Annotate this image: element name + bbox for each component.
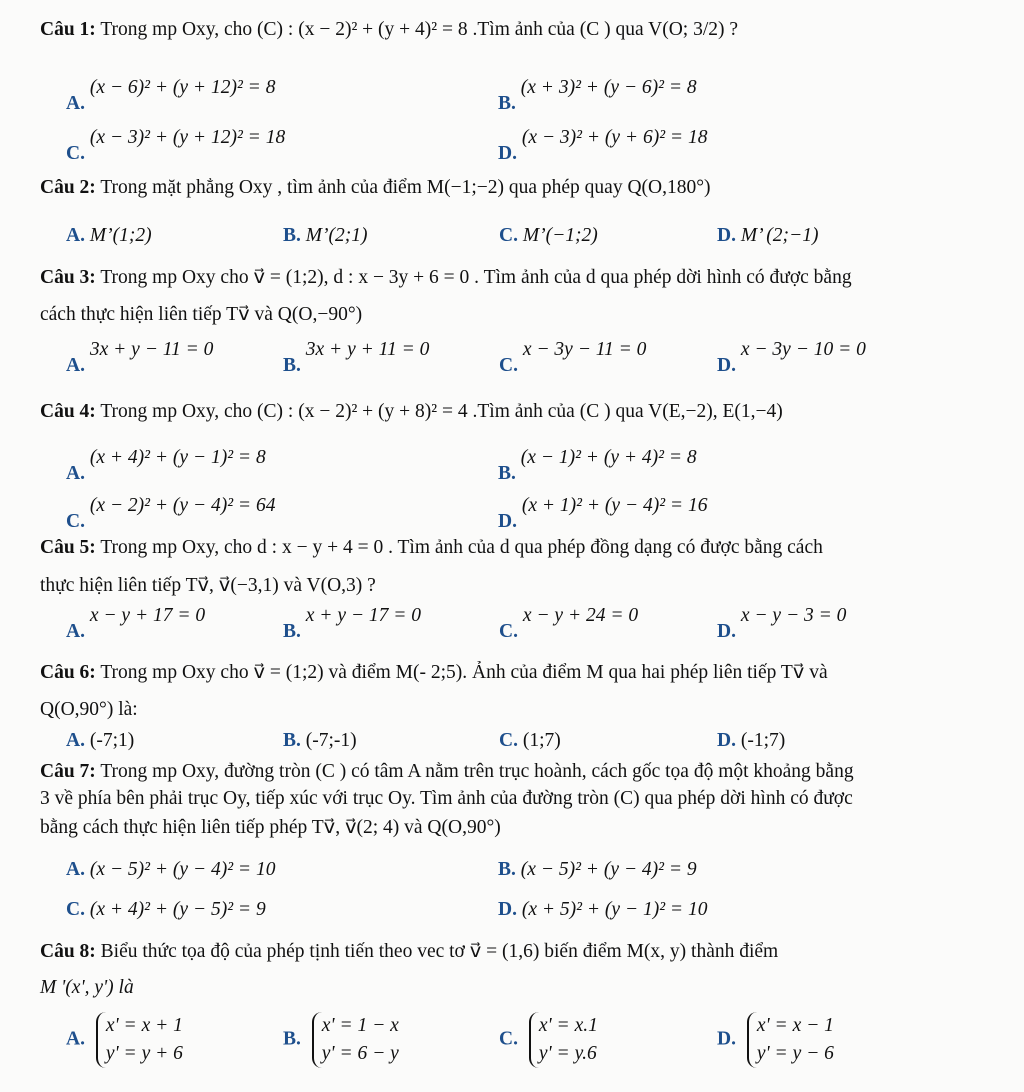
q5-option-c[interactable]: C. x − y + 24 = 0 <box>499 605 639 642</box>
q7-option-d[interactable]: D. (x + 5)² + (y − 1)² = 10 <box>498 899 708 920</box>
q6-option-c[interactable]: C. (1;7) <box>499 730 561 751</box>
question-7-stem-line3: bằng cách thực hiện liên tiếp phép Tv⃗, v⃗(2; 4) và Q(O,90°) <box>40 817 501 838</box>
q4-option-c[interactable]: C. (x − 2)² + (y − 4)² = 64 <box>66 495 276 532</box>
q8-option-c[interactable]: C. x' = x.1 y' = y.6 <box>499 1012 598 1068</box>
q3-option-c[interactable]: C. x − 3y − 11 = 0 <box>499 339 647 376</box>
q8-option-d[interactable]: D. x' = x − 1 y' = y − 6 <box>717 1012 834 1068</box>
q8-option-a[interactable]: A. x' = x + 1 y' = y + 6 <box>66 1012 183 1068</box>
equation-system: x' = x + 1 y' = y + 6 <box>96 1012 183 1068</box>
q5-option-b[interactable]: B. x + y − 17 = 0 <box>283 605 422 642</box>
q1-option-c[interactable]: C. (x − 3)² + (y + 12)² = 18 <box>66 127 286 164</box>
q2-option-b[interactable]: B. M’(2;1) <box>283 225 368 246</box>
question-3-stem: Câu 3: Trong mp Oxy cho v⃗ = (1;2), d : x − 3y + 6 = 0 . Tìm ảnh của d qua phép dời hình có được bằng <box>40 267 852 288</box>
q7-option-b[interactable]: B. (x − 5)² + (y − 4)² = 9 <box>498 859 697 880</box>
equation-system: x' = x.1 y' = y.6 <box>529 1012 598 1068</box>
q3-option-b[interactable]: B. 3x + y + 11 = 0 <box>283 339 430 376</box>
q3-option-a[interactable]: A. 3x + y − 11 = 0 <box>66 339 214 376</box>
q6-option-d[interactable]: D. (-1;7) <box>717 730 786 751</box>
q5-option-d[interactable]: D. x − y − 3 = 0 <box>717 605 847 642</box>
q7-option-a[interactable]: A. (x − 5)² + (y − 4)² = 10 <box>66 859 276 880</box>
question-7-stem-line2: 3 về phía bên phải trục Oy, tiếp xúc với trục Oy. Tìm ảnh của đường tròn (C) qua phép dời hình có được <box>40 788 853 809</box>
question-7-stem: Câu 7: Trong mp Oxy, đường tròn (C ) có tâm A nằm trên trục hoành, cách gốc tọa độ một khoảng bằng <box>40 761 854 782</box>
question-2-stem: Câu 2: Trong mặt phẳng Oxy , tìm ảnh của điểm M(−1;−2) qua phép quay Q(O,180°) <box>40 177 711 198</box>
question-4-stem: Câu 4: Trong mp Oxy, cho (C) : (x − 2)² + (y + 8)² = 4 .Tìm ảnh của (C ) qua V(E,−2), E(1,−4) <box>40 401 783 422</box>
q1-option-d[interactable]: D. (x − 3)² + (y + 6)² = 18 <box>498 127 708 164</box>
q6-option-b[interactable]: B. (-7;-1) <box>283 730 357 751</box>
q2-option-c[interactable]: C. M’(−1;2) <box>499 225 598 246</box>
question-8-stem-line2: M '(x', y') là <box>40 977 134 998</box>
q6-option-a[interactable]: A. (-7;1) <box>66 730 135 751</box>
q8-option-b[interactable]: B. x' = 1 − x y' = 6 − y <box>283 1012 399 1068</box>
q1-option-b[interactable]: B. (x + 3)² + (y − 6)² = 8 <box>498 77 697 114</box>
equation-system: x' = 1 − x y' = 6 − y <box>312 1012 399 1068</box>
q4-option-a[interactable]: A. (x + 4)² + (y − 1)² = 8 <box>66 447 266 484</box>
question-6-stem-line2: Q(O,90°) là: <box>40 699 138 720</box>
question-6-stem: Câu 6: Trong mp Oxy cho v⃗ = (1;2) và điểm M(- 2;5). Ảnh của điểm M qua hai phép liên tiếp Tv⃗ và <box>40 662 828 683</box>
q4-option-d[interactable]: D. (x + 1)² + (y − 4)² = 16 <box>498 495 708 532</box>
question-3-stem-line2: cách thực hiện liên tiếp Tv⃗ và Q(O,−90°) <box>40 304 363 325</box>
question-5-stem: Câu 5: Trong mp Oxy, cho d : x − y + 4 = 0 . Tìm ảnh của d qua phép đồng dạng có được bằng cách <box>40 537 823 558</box>
q7-option-c[interactable]: C. (x + 4)² + (y − 5)² = 9 <box>66 899 266 920</box>
q2-option-d[interactable]: D. M’ (2;−1) <box>717 225 819 246</box>
q5-option-a[interactable]: A. x − y + 17 = 0 <box>66 605 206 642</box>
q3-option-d[interactable]: D. x − 3y − 10 = 0 <box>717 339 866 376</box>
question-1-stem: Câu 1: Trong mp Oxy, cho (C) : (x − 2)² + (y + 4)² = 8 .Tìm ảnh của (C ) qua V(O; 3/2) ? <box>40 19 739 40</box>
question-8-stem: Câu 8: Biểu thức tọa độ của phép tịnh tiến theo vec tơ v⃗ = (1,6) biến điểm M(x, y) thành điểm <box>40 941 779 962</box>
equation-system: x' = x − 1 y' = y − 6 <box>747 1012 834 1068</box>
q4-option-b[interactable]: B. (x − 1)² + (y + 4)² = 8 <box>498 447 697 484</box>
q1-option-a[interactable]: A. (x − 6)² + (y + 12)² = 8 <box>66 77 276 114</box>
question-5-stem-line2: thực hiện liên tiếp Tv⃗, v⃗(−3,1) và V(O,3) ? <box>40 575 376 596</box>
q2-option-a[interactable]: A. M’(1;2) <box>66 225 152 246</box>
